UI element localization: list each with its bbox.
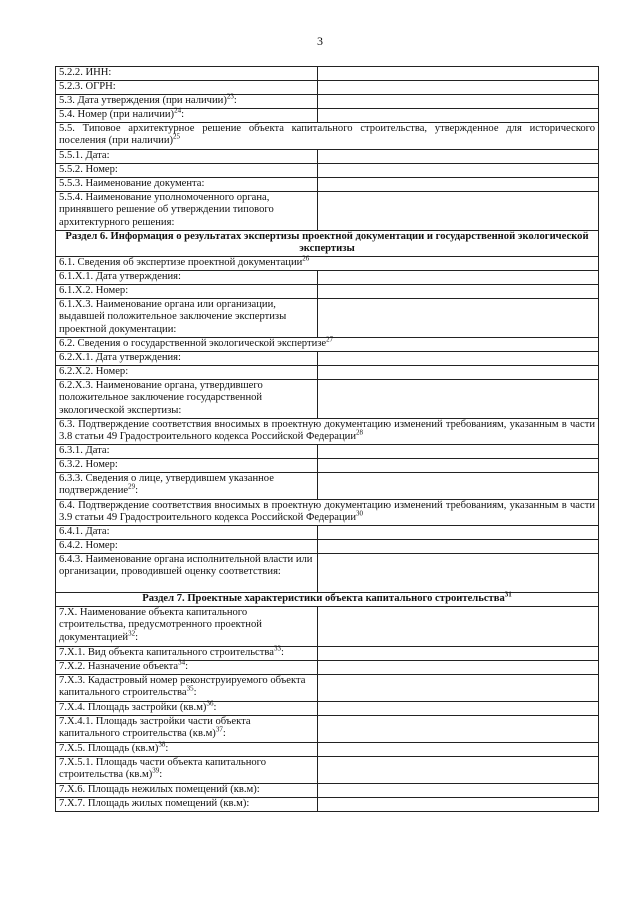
footnote-ref: 28	[356, 428, 364, 437]
value-cell[interactable]	[318, 380, 599, 419]
section-heading	[56, 590, 599, 607]
label-cell	[56, 540, 318, 554]
footnote-ref: 34	[178, 658, 186, 667]
value-cell[interactable]	[318, 81, 599, 95]
form-row	[56, 338, 599, 352]
value-cell[interactable]	[318, 271, 599, 285]
value-cell[interactable]	[318, 192, 599, 231]
form-row	[56, 299, 599, 338]
form-row	[56, 784, 599, 798]
form-row	[56, 81, 599, 95]
form-row	[56, 743, 599, 757]
form-row	[56, 285, 599, 299]
value-cell[interactable]	[318, 285, 599, 299]
footnote-ref: 27	[326, 335, 334, 344]
label-cell	[56, 798, 318, 812]
row-label-suffix: :	[135, 631, 139, 643]
form-row	[56, 419, 599, 445]
value-cell[interactable]	[318, 67, 599, 81]
form-row	[56, 607, 599, 647]
form-row	[56, 150, 599, 164]
form-row	[56, 178, 599, 192]
label-cell	[56, 473, 318, 500]
form-row	[56, 459, 599, 473]
value-cell[interactable]	[318, 702, 599, 716]
value-cell[interactable]	[318, 743, 599, 757]
label-cell	[56, 526, 318, 540]
row-label: 5.3. Дата утверждения (при наличии)	[59, 95, 227, 106]
label-cell	[56, 92, 318, 109]
footnote-ref: 25	[173, 132, 181, 141]
row-label: 6.1.Х.1. Дата утверждения:	[59, 271, 181, 282]
row-label-suffix: :	[213, 702, 217, 713]
row-label: 5.5.2. Номер:	[59, 164, 118, 175]
form-row	[56, 67, 599, 81]
form-row	[56, 593, 599, 607]
label-cell	[56, 81, 318, 95]
value-cell[interactable]	[318, 647, 599, 661]
footnote-ref: 38	[158, 740, 166, 749]
form-row	[56, 473, 599, 500]
row-label-suffix: :	[185, 661, 189, 672]
value-cell[interactable]	[318, 716, 599, 743]
value-cell[interactable]	[318, 798, 599, 812]
footnote-ref: 30	[356, 509, 364, 518]
label-cell	[56, 699, 318, 716]
row-label-suffix: :	[159, 769, 163, 781]
group-heading	[56, 419, 599, 445]
row-label: 7.Х.7. Площадь жилых помещений (кв.м):	[59, 798, 250, 809]
row-label: 7.Х.5. Площадь (кв.м)	[59, 743, 159, 754]
label-cell	[56, 554, 318, 593]
footnote-ref: 35	[186, 684, 194, 693]
value-cell[interactable]	[318, 526, 599, 540]
row-label: 6.1.Х.3. Наименование органа или организации, выдавшей положительное заключение экспертизы проектной документации:	[59, 299, 287, 335]
row-label: 5.5.4. Наименование уполномоченного органа, принявшего решение об утверждении типового архитектурного решения:	[59, 192, 274, 228]
form-row	[56, 352, 599, 366]
row-label: 5.4. Номер (при наличии)	[59, 109, 175, 120]
form-row	[56, 380, 599, 419]
form-row	[56, 231, 599, 257]
row-label-suffix: :	[181, 109, 185, 120]
value-cell[interactable]	[318, 109, 599, 123]
label-cell	[56, 67, 318, 81]
row-label-suffix: :	[193, 687, 197, 699]
form-row	[56, 257, 599, 271]
section-heading	[56, 231, 599, 257]
form-row	[56, 554, 599, 593]
row-label: 7.Х. Наименование объекта капитального строительства, предусмотренного проектной документацией	[59, 607, 262, 643]
row-label: 5.2.3. ОГРН:	[59, 81, 116, 92]
label-cell	[56, 285, 318, 299]
footnote-ref: 36	[206, 699, 214, 708]
row-label: 6.1. Сведения об экспертизе проектной документации	[59, 257, 303, 268]
label-cell	[56, 106, 318, 123]
row-label: 7.Х.3. Кадастровый номер реконструируемого объекта капитального строительства	[59, 675, 306, 699]
value-cell[interactable]	[318, 178, 599, 192]
label-cell	[56, 716, 318, 743]
row-label: 6.2.Х.3. Наименование органа, утвердившего положительное заключение государственной экологической экспертизы:	[59, 380, 263, 416]
value-cell[interactable]	[318, 459, 599, 473]
label-cell	[56, 784, 318, 798]
row-label-suffix: :	[222, 728, 226, 740]
footnote-ref: 24	[174, 106, 182, 115]
row-label-suffix: :	[135, 485, 139, 497]
footnote-ref: 31	[504, 590, 512, 599]
row-label: 5.2.2. ИНН:	[59, 67, 112, 78]
footnote-ref: 26	[302, 254, 310, 263]
value-cell[interactable]	[318, 352, 599, 366]
row-label-suffix: :	[233, 95, 237, 106]
form-row	[56, 757, 599, 784]
row-label: 6.4.1. Дата:	[59, 526, 110, 537]
form-row	[56, 123, 599, 150]
footnote-ref: 23	[226, 92, 234, 101]
row-label: 7.Х.6. Площадь нежилых помещений (кв.м):	[59, 784, 260, 795]
form-table	[55, 66, 599, 812]
value-cell[interactable]	[318, 554, 599, 593]
value-cell[interactable]	[318, 675, 599, 702]
row-label: 6.3.3. Сведения о лице, утвердившем указанное подтверждение	[59, 473, 274, 497]
form-row	[56, 271, 599, 285]
label-cell	[56, 299, 318, 338]
footnote-ref: 37	[215, 725, 223, 734]
label-cell	[56, 658, 318, 675]
form-row	[56, 526, 599, 540]
form-row	[56, 366, 599, 380]
form-row	[56, 445, 599, 459]
footnote-ref: 33	[273, 644, 281, 653]
row-label: 6.4.2. Номер:	[59, 540, 118, 551]
row-label: 6.2.Х.1. Дата утверждения:	[59, 352, 181, 363]
form-row	[56, 716, 599, 743]
row-label: 6.3.1. Дата:	[59, 445, 110, 456]
form-row	[56, 647, 599, 661]
row-label: 6.3. Подтверждение соответствия вносимых в проектную документацию изменений требованиям, указанным в части 3.8 статьи 49 Градостроительного кодекса Российской Федерации	[59, 419, 595, 443]
row-label: 7.Х.2. Назначение объекта	[59, 661, 179, 672]
label-cell	[56, 150, 318, 164]
form-row	[56, 661, 599, 675]
page-number: 3	[317, 34, 323, 48]
value-cell[interactable]	[318, 607, 599, 647]
label-cell	[56, 459, 318, 473]
value-cell[interactable]	[318, 473, 599, 500]
row-label: 6.4. Подтверждение соответствия вносимых в проектную документацию изменений требованиям, указанным в части 3.9 статьи 49 Градостроительного кодекса Российской Федерации	[59, 500, 595, 524]
row-label-suffix: :	[280, 647, 284, 658]
value-cell[interactable]	[318, 757, 599, 784]
row-label: 7.Х.4. Площадь застройки (кв.м)	[59, 702, 207, 713]
footnote-ref: 32	[128, 629, 136, 638]
form-row	[56, 798, 599, 812]
row-label: Раздел 7. Проектные характеристики объекта капитального строительства	[142, 593, 505, 604]
row-label: 7.Х.1. Вид объекта капитального строительства	[59, 647, 274, 658]
row-label: 6.2. Сведения о государственной экологической экспертизе	[59, 338, 327, 349]
value-cell[interactable]	[318, 164, 599, 178]
label-cell	[56, 607, 318, 647]
value-cell[interactable]	[318, 299, 599, 338]
value-cell[interactable]	[318, 445, 599, 459]
value-cell[interactable]	[318, 540, 599, 554]
row-label-suffix: :	[165, 743, 169, 754]
label-cell	[56, 178, 318, 192]
form-row	[56, 540, 599, 554]
row-label: 6.3.2. Номер:	[59, 459, 118, 470]
label-cell	[56, 164, 318, 178]
form-row	[56, 675, 599, 702]
form-row	[56, 702, 599, 716]
row-label: 7.Х.5.1. Площадь части объекта капитального строительства (кв.м)	[59, 757, 267, 781]
label-cell	[56, 192, 318, 231]
label-cell	[56, 366, 318, 380]
row-label: 6.2.Х.2. Номер:	[59, 366, 129, 377]
footnote-ref: 39	[152, 766, 160, 775]
form-row	[56, 192, 599, 231]
label-cell	[56, 740, 318, 757]
label-cell	[56, 352, 318, 366]
group-heading	[56, 254, 599, 271]
row-label: 5.5.3. Наименование документа:	[59, 178, 205, 189]
form-row	[56, 109, 599, 123]
footnote-ref: 29	[128, 482, 136, 491]
value-cell[interactable]	[318, 661, 599, 675]
form-row	[56, 164, 599, 178]
label-cell	[56, 757, 318, 784]
row-label: 6.1.Х.2. Номер:	[59, 285, 129, 296]
group-heading	[56, 335, 599, 352]
row-label: 5.5. Типовое архитектурное решение объекта капитального строительства, утвержденное для исторического поселения (при наличии)	[59, 123, 595, 147]
group-heading	[56, 123, 599, 150]
label-cell	[56, 675, 318, 702]
label-cell	[56, 380, 318, 419]
row-label: 6.4.3. Наименование органа исполнительной власти или организации, проводившей оценку соответствия:	[59, 554, 313, 578]
row-label: 5.5.1. Дата:	[59, 150, 110, 161]
row-label: 7.Х.4.1. Площадь застройки части объекта капитального строительства (кв.м)	[59, 716, 251, 740]
group-heading	[56, 500, 599, 526]
form-row	[56, 500, 599, 526]
form-row	[56, 95, 599, 109]
label-cell	[56, 271, 318, 285]
value-cell[interactable]	[318, 366, 599, 380]
label-cell	[56, 644, 318, 661]
value-cell[interactable]	[318, 95, 599, 109]
value-cell[interactable]	[318, 150, 599, 164]
row-label: Раздел 6. Информация о результатах экспертизы проектной документации и государственной экологической экспертизы	[65, 231, 589, 255]
label-cell	[56, 445, 318, 459]
value-cell[interactable]	[318, 784, 599, 798]
